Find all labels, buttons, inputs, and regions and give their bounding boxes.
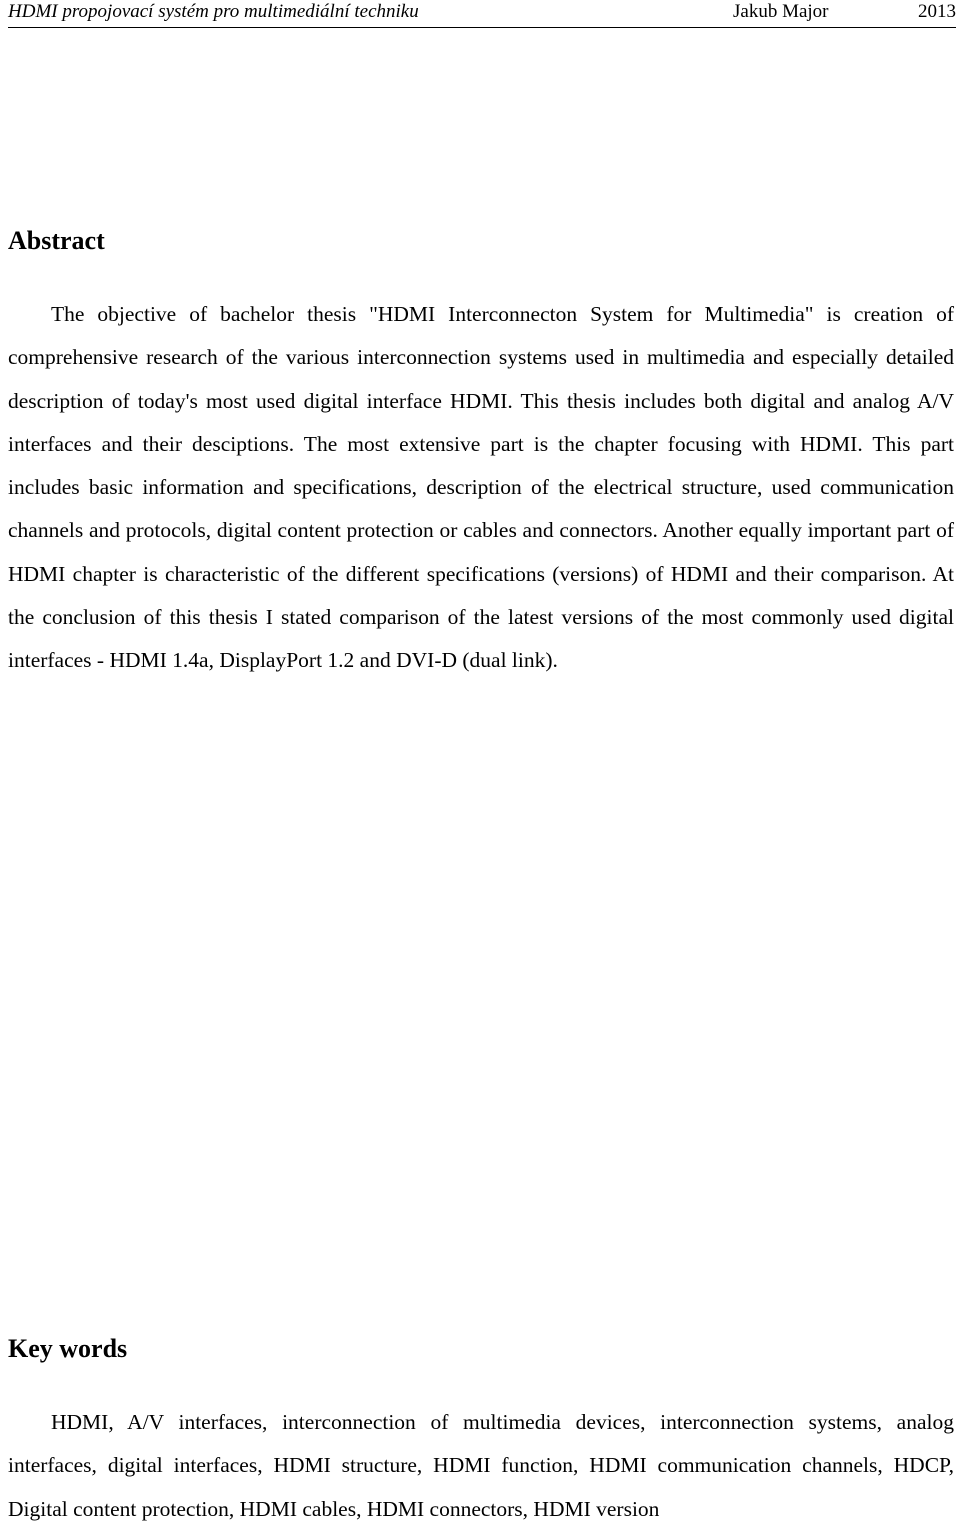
running-header: [8, 0, 956, 28]
abstract-paragraph: The objective of bachelor thesis "HDMI Interconnecton System for Multimedia" is creation of comprehensive research of the various interconnection systems used in multimedia and especially detailed description of today's most used digital interface HDMI. This thesis includes both digital and analog A/V interfaces and their desciptions. The most extensive part is the chapter focusing with HDMI. This part includes basic information and specifications, description of the electrical structure, used communication channels and protocols, digital content protection or cables and connectors. Another equally important part of HDMI chapter is characteristic of the different specifications (versions) of HDMI and their comparison. At the conclusion of this thesis I stated comparison of the latest versions of the most commonly used digital interfaces - HDMI 1.4a, DisplayPort 1.2 and DVI-D (dual link).: [8, 302, 954, 673]
keywords-heading: Key words: [8, 1334, 128, 1363]
header-year: 2013: [918, 1, 956, 22]
header-author: Jakub Major: [733, 1, 829, 22]
abstract-heading: Abstract: [8, 226, 105, 255]
keywords-paragraph: HDMI, A/V interfaces, interconnection of multimedia devices, interconnection systems, analog interfaces, digital interfaces, HDMI structure, HDMI function, HDMI communication channels, HDCP, Digital content protection, HDMI cables, HDMI connectors, HDMI version: [8, 1410, 954, 1521]
header-title: HDMI propojovací systém pro multimediální techniku: [8, 1, 419, 22]
